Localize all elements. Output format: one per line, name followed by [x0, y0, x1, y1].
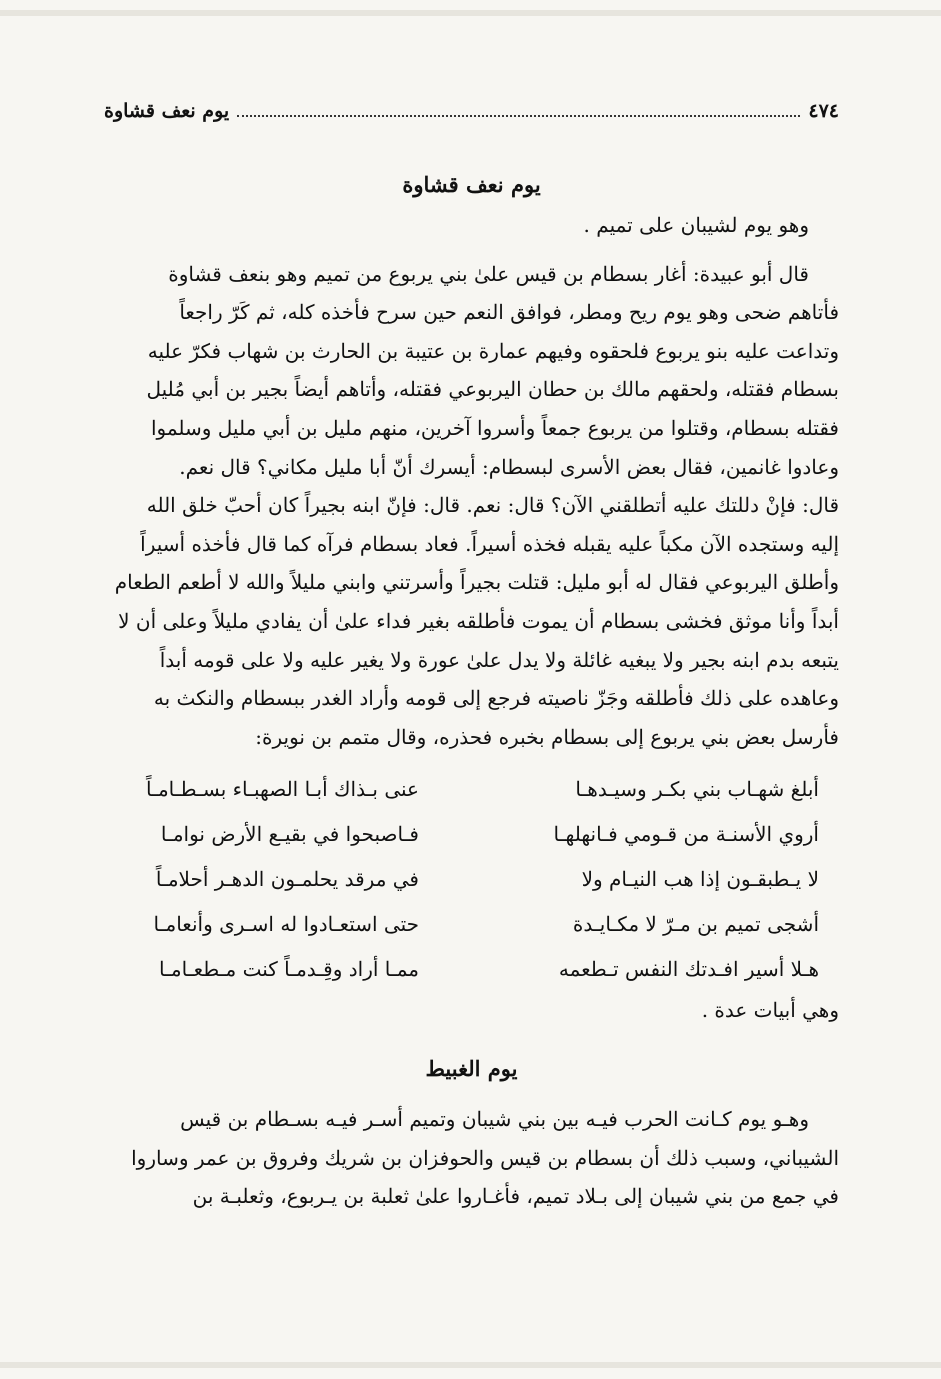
text-line: يتبعه بدم ابنه بجير ولا يبغيه غائلة ولا يدل علىٰ عورة ولا يغير عليه ولا على قومه أبداً	[159, 647, 839, 672]
header-dotted-leader	[237, 115, 800, 117]
narrative-block-2	[104, 1100, 839, 1216]
section-title-ghabit: يوم الغبيط	[425, 1055, 518, 1081]
poem-verse	[104, 946, 839, 991]
verse-first-hemistich: أشجى تميم بن مـرّ لا مكـايـدة	[572, 911, 819, 936]
text-line: فأرسل بعض بني يربوع إلى بسطام بخبره فحذره، وقال متمم بن نويرة:	[255, 724, 839, 749]
text-line: في جمع من بني شيبان إلى بـلاد تميم، فأغـاروا علىٰ ثعلبة بن يـربوع، وثعلبـة بن	[192, 1184, 839, 1209]
page-content	[104, 168, 839, 1216]
text-line: الشيباني، وسبب ذلك أن بسطام بن قيس والحوفزان بن شريك وفروق بن عمر وساروا	[131, 1145, 839, 1170]
poem-closing-note: وهي أبيات عدة .	[701, 998, 839, 1023]
verse-first-hemistich: أبلغ شهـاب بني بكـر وسيـدهـا	[575, 776, 819, 801]
text-line: وعاهده على ذلك فأطلقه وجَزّ ناصيته فرجع إلى قومه وأراد الغدر ببسطام والنكث به	[153, 686, 839, 711]
verse-second-hemistich: ممـا أراد وقِـدمـاً كنت مـطعـامـا	[158, 956, 419, 981]
poem-verse	[104, 811, 839, 856]
scan-edge-bottom	[0, 1362, 941, 1368]
text-line: وهـو يوم كـانت الحرب فيـه بين بني شيبان وتميم أسـر فيـه بسـطام بن قيس	[180, 1106, 809, 1131]
verse-first-hemistich: أروي الأسنـة من قـومي فـانهلهـا	[553, 821, 819, 846]
text-line: فقتله بسطام، وقتلوا من يربوع جمعاً وأسروا آخرين، منهم مليل بن أبي مليل وسلموا	[150, 415, 839, 440]
poem-verse	[104, 856, 839, 901]
verse-second-hemistich: عنى بـذاك أبـا الصهبـاء بسـطـامـاً	[145, 776, 419, 801]
text-line: وعادوا غانمين، فقال بعض الأسرى لبسطام: أيسرك أنّ أبا مليل مكاني؟ قال نعم.	[179, 454, 839, 479]
section-intro: وهو يوم لشيبان على تميم .	[583, 213, 809, 237]
text-line: قال: فإنْ دللتك عليه أتطلقني الآن؟ قال: نعم. قال: فإنّ ابنه بجيراً كان أحبّ خلق الله	[146, 493, 839, 518]
text-line: أبداً وأنا موثق فخشى بسطام أن يموت فأطلقه بغير فداء علىٰ أن يفادي مليلاً وعلى أن لا	[118, 608, 839, 633]
verse-second-hemistich: فـاصبحوا في بقيـع الأرض نوامـا	[160, 821, 419, 846]
text-line: فأتاهم ضحى وهو يوم ريح ومطر، فوافق النعم حين سرح فأخذه كله، ثم كَرّ راجعاً	[179, 300, 839, 325]
scan-edge-top	[0, 10, 941, 16]
running-header	[104, 96, 839, 126]
verse-first-hemistich: لا يـطبقـون إذا هب النيـام ولا	[581, 866, 819, 891]
text-line: بسطام فقتله، ولحقهم مالك بن حطان اليربوعي فقتله، وأتاهم أيضاً بجير بن أبي مُليل	[146, 377, 839, 402]
text-line: إليه وستجده الآن مكباً عليه يقبله فخذه أسيراً. فعاد بسطام فرآه كما قال فأخذه أسيراً	[140, 531, 839, 556]
section-title-naf-qashawa: يوم نعف قشاوة	[402, 172, 541, 197]
text-line: قال أبو عبيدة: أغار بسطام بن قيس علىٰ بني يربوع من تميم وهو بنعف قشاوة	[168, 261, 809, 286]
text-line: وأطلق اليربوعي فقال له أبو مليل: قتلت بجيراً وأسرتني وابني مليلاً والله لا أطعم الطعام	[114, 570, 839, 595]
narrative-block	[104, 255, 839, 757]
verse-second-hemistich: في مرقد يحلمـون الدهـر أحلامـاً	[155, 866, 419, 891]
poem	[104, 766, 839, 991]
text-line: وتداعت عليه بنو يربوع فلحقوه وفيهم عمارة بن عتيبة بن الحارث بن شهاب فكرّ عليه	[147, 338, 839, 363]
page-number: ٤٧٤	[808, 100, 839, 122]
verse-second-hemistich: حتى استعـادوا له اسـرى وأنعامـا	[153, 911, 419, 936]
verse-first-hemistich: هـلا أسير افـدتك النفس تـطعمه	[558, 956, 819, 981]
running-title: يوم نعف قشاوة	[104, 100, 230, 122]
poem-verse	[104, 901, 839, 946]
poem-verse	[104, 766, 839, 811]
